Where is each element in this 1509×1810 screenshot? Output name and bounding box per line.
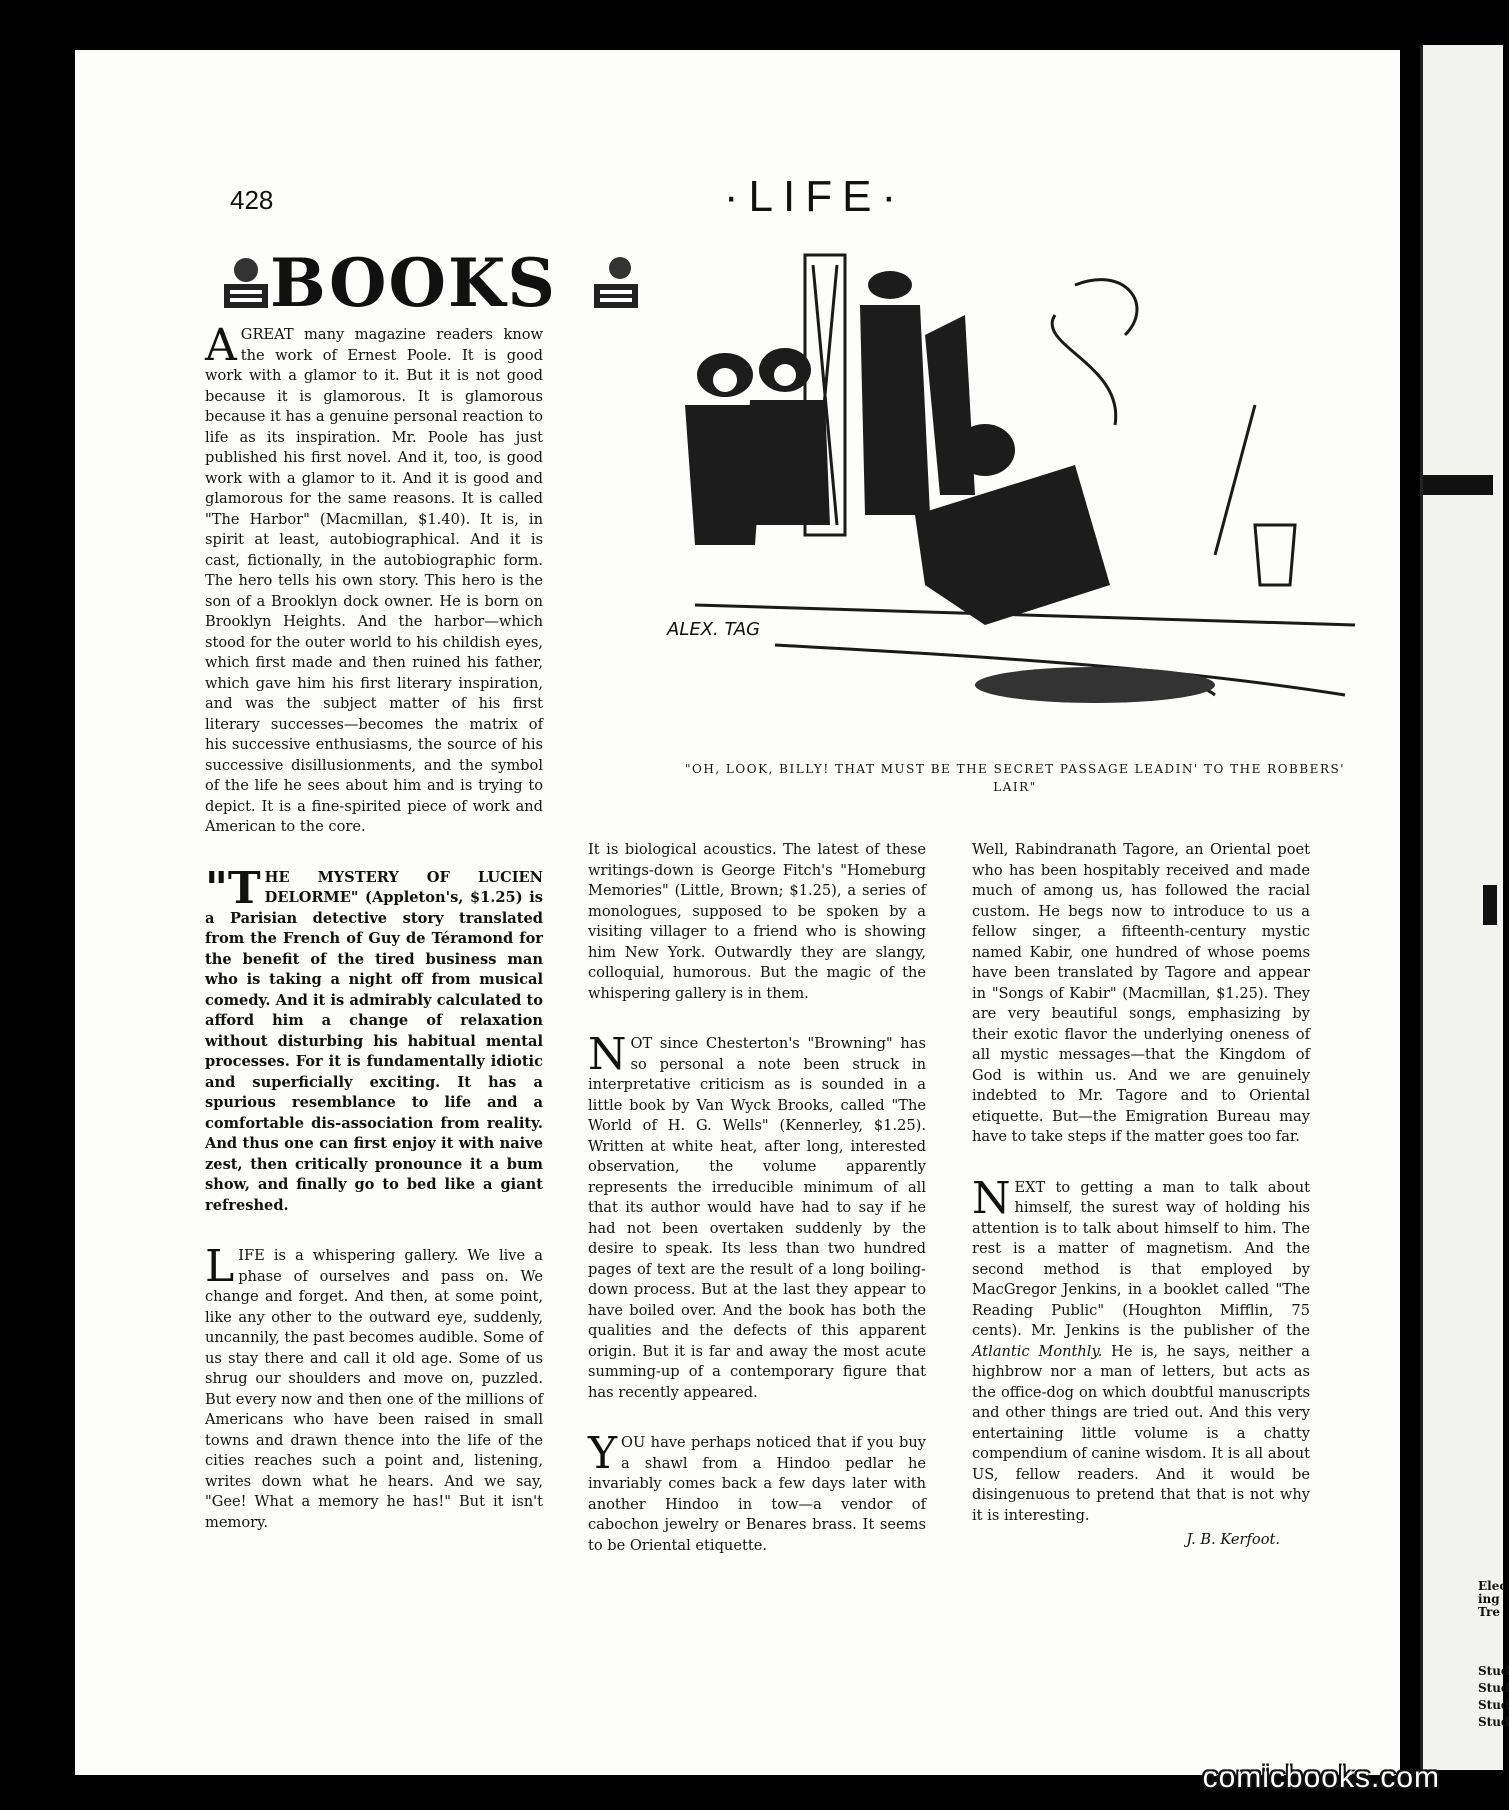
- article-kabir: Well, Rabindranath Tagore, an Oriental poet who has been hospitably received and made much of among us, has followed the racial custom. He begs now to introduce to us a fellow singer, a fifteenth-century mystic named Kabir, one hundred of whose poems have been translated by Tagore and appear in "Songs of Kabir" (Macmillan, $1.25). They are very beautiful songs, emphasizing by their exotic flavor the underlying oneness of all mystic messages—that the Kingdom of God is within us. And we are genuinely indebted to Mr. Tagore and to Oriental etiquette. But—the Emigration Bureau may have to take steps if the matter goes too far.: [972, 841, 1310, 1145]
- section-title: BOOKS: [270, 244, 558, 322]
- magazine-page: [75, 50, 1400, 1775]
- books-heading: [220, 240, 650, 320]
- column-2: [588, 840, 926, 1586]
- fragment: Stud: [1478, 1681, 1509, 1695]
- heading-ornament-right: [590, 250, 642, 312]
- artist-signature: ALEX. TAG: [667, 619, 761, 640]
- adjacent-page: [1420, 45, 1509, 1770]
- fragment: Stud: [1478, 1698, 1509, 1712]
- fragment: Elec: [1478, 1579, 1507, 1593]
- heading-ornament-left: [220, 250, 272, 312]
- article-hindoo: YOU have perhaps noticed that if you buy a shawl from a Hindoo pedlar he invariably comes back a few days later with another Hindoo in tow—a vendor of cabochon jewelry or Benares brass. It seems to be Oriental etiquette.: [588, 1428, 926, 1554]
- article-whispering-gallery: LIFE is a whispering gallery. We live a phase of ourselves and pass on. We change and forget. And then, at some point, like any other to the outward eye, suddenly, uncannily, the past becomes audible. Some of us stay there and call it old age. Some of us shrug our shoulders and move on, puzzled. But every now and then one of the millions of Americans who have been raised in small towns and drawn thence into the life of the cities reaches such a point and, listening, writes down what he hears. And we say, "Gee! What a memory he has!" But it isn't memory.: [205, 1241, 543, 1531]
- column-3: [972, 840, 1310, 1551]
- article-wells: NOT since Chesterton's "Browning" has so personal a note been struck in interpretative criticism as is sounded in a little book by Van Wyck Brooks, called "The World of H. G. Wells" (Kennerley, $1.25). Written at white heat, after long, interested observation, the volume apparently represents the irreducible minimum of all that its author would have had to say if he had not been overtaken suddenly by the desire to speak. Its less than two hundred pages of text are the result of a long boiling-down process. But at the last they appear to have boiled over. And the book has both the qualities and the defects of this apparent origin. But it is far and away the most acute summing-up of a contemporary figure that has recently appeared.: [588, 1029, 926, 1401]
- masthead: ·LIFE·: [723, 172, 907, 221]
- drop-cap: "T: [205, 862, 261, 914]
- article-homeburg: It is biological acoustics. The latest of these writings-down is George Fitch's "Homeburg Memories" (Little, Brown; $1.25), a series of monologues, supposed to be spoken by a visiting villager to a friend who is showing him New York. Outwardly they are slangy, colloquial, humorous. But the magic of the whispering gallery is in them.: [588, 841, 926, 1002]
- drop-cap: N: [972, 1172, 1011, 1224]
- article-lucien-delorme: "THE MYSTERY OF LUCIEN DELORME" (Appleton's, $1.25) is a Parisian detective story translated from the French of Guy de Téramond for the benefit of the tired business man who is taking a night off from musical comedy. And it is admirably calculated to afford him a change of relaxation without disturbing his habitual mental processes. For it is fundamentally idiotic and superficially exciting. It has a spurious resemblance to life and a comfortable dis-association from reality. And thus one can first enjoy it with naive zest, then critically pronounce it a bum show, and finally go to bed like a giant refreshed.: [205, 862, 543, 1214]
- watermark: comicbooks.com: [1202, 1761, 1440, 1794]
- fragment: Stud: [1478, 1664, 1509, 1678]
- fragment: Tre: [1478, 1605, 1501, 1619]
- illustration-caption: "OH, LOOK, BILLY! THAT MUST BE THE SECRET PASSAGE LEADIN' TO THE ROBBERS' LAIR": [684, 762, 1345, 794]
- fragment: Stud: [1478, 1715, 1509, 1729]
- drop-cap: Y: [588, 1428, 618, 1479]
- drop-cap: N: [588, 1029, 627, 1080]
- cartoon-illustration: [655, 225, 1375, 745]
- article-reading-public: NEXT to getting a man to talk about himself, the surest way of holding his attention is to talk about himself to him. The rest is a matter of magnetism. And the second method is that employed by MacGregor Jenkins, in a booklet called "The Reading Public" (Houghton Mifflin, 75 cents). Mr. Jenkins is the publisher of the Atlantic Monthly. He is, he says, neither a highbrow nor a man of letters, but acts as the office-dog on which doubtful manuscripts and other things are tried out. And this very entertaining little volume is a chatty compendium of canine wisdom. It is all about US, fellow readers. And it would be disingenuous to pretend that that is not why it is interesting.: [972, 1172, 1310, 1524]
- article-poole: AGREAT many magazine readers know the work of Ernest Poole. It is good work with a glamor to it. But it is not good because it is glamorous. It is glamorous because it has a genuine personal reaction to life as its inspiration. Mr. Poole has just published his first novel. And it, too, is good work with a glamor to it. And it is good and glamorous for the same reasons. It is called "The Harbor" (Macmillan, $1.40). It is, in spirit at least, autobiographical. And it is cast, fictionally, in the autobiographic form. The hero tells his own story. This hero is the son of a Brooklyn dock owner. He is born on Brooklyn Heights. And the harbor—which stood for the outer world to his childish eyes, which first made and then ruined his father, which gave him his first literary inspiration, and was the subject matter of his first literary successes—becomes the matrix of his successive enthusiasms, the source of his successive disillusionments, and the symbol of the life he sees about him and is trying to depict. It is a fine-spirited piece of work and American to the core.: [205, 320, 543, 835]
- page-number: 428: [230, 185, 274, 215]
- author-signature: J. B. Kerfoot.: [1186, 1531, 1280, 1548]
- column-1: [205, 320, 543, 1563]
- drop-cap: L: [205, 1241, 235, 1292]
- fragment: ing: [1478, 1592, 1500, 1606]
- drop-cap: A: [205, 320, 237, 371]
